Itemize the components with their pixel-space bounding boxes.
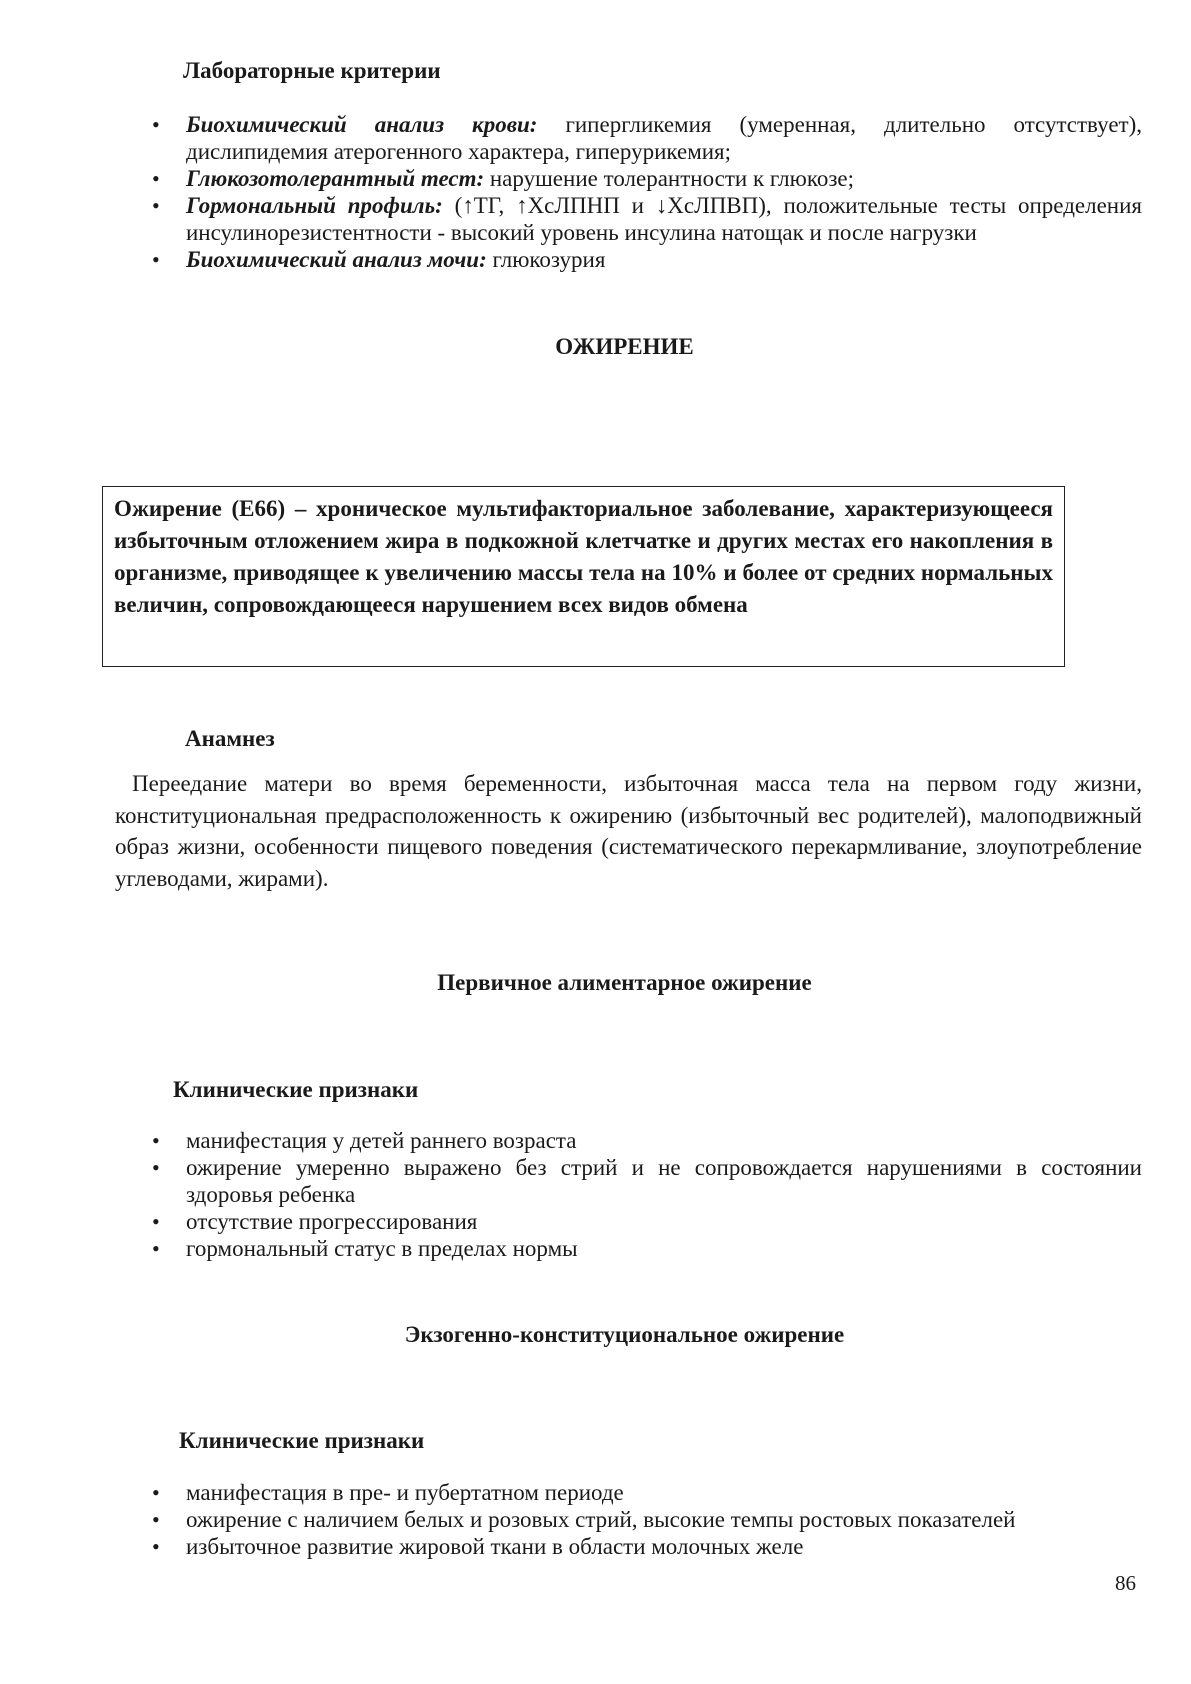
primary-signs-heading: Клинические признаки: [173, 1077, 419, 1102]
list-item: • отсутствие прогрессирования: [152, 1208, 1142, 1235]
lab-criteria-list: [152, 111, 1142, 273]
exogenous-signs-heading: Клинические признаки: [179, 1428, 425, 1453]
list-item: • манифестация в пре- и пубертатном периоде: [152, 1479, 1142, 1506]
list-item: • Глюкозотолерантный тест: нарушение толерантности к глюкозе;: [152, 165, 1142, 192]
list-item: • ожирение с наличием белых и розовых стрий, высокие темпы ростовых показателей: [152, 1506, 1142, 1533]
page-number: 86: [1115, 1571, 1136, 1595]
primary-signs-list: [152, 1127, 1142, 1262]
list-item: • манифестация у детей раннего возраста: [152, 1127, 1142, 1154]
list-item: • Биохимический анализ мочи: глюкозурия: [152, 246, 1142, 273]
list-item: • ожирение умеренно выражено без стрий и не сопровождается нарушениями в состоянии здоровья ребенка: [152, 1154, 1142, 1208]
exogenous-signs-list: [152, 1479, 1142, 1560]
anamnesis-heading: Анамнез: [185, 726, 275, 751]
section-title: ОЖИРЕНИЕ: [555, 334, 694, 359]
primary-obesity-title: Первичное алиментарное ожирение: [437, 970, 812, 995]
definition-text: Ожирение (Е66) – хроническое мультифакториальное заболевание, характеризующееся избыточным отложением жира в подкожной клетчатке и других местах его накопления в организме, приводящее к увеличению массы тела на 10% и более от средних нормальных величин, сопровождающееся нарушением всех видов обмена: [114, 496, 1053, 617]
list-item: • гормональный статус в пределах нормы: [152, 1235, 1142, 1262]
list-item: • избыточное развитие жировой ткани в области молочных желе: [152, 1533, 1142, 1560]
list-item: • Гормональный профиль: (↑ТГ, ↑ХсЛПНП и ↓ХсЛПВП), положительные тесты определения инсулинорезистентности - высокий уровень инсулина натощак и после нагрузки: [152, 192, 1142, 246]
definition-box: [102, 486, 1065, 667]
lab-criteria-heading: Лабораторные критерии: [183, 58, 441, 83]
anamnesis-paragraph: Переедание матери во время беременности, избыточная масса тела на первом году жизни, конституциональная предрасположенность к ожирению (избыточный вес родителей), малоподвижный образ жизни, особенности пищевого поведения (систематического перекармливание, злоупотребление углеводами, жирами).: [115, 771, 1142, 891]
exogenous-obesity-title: Экзогенно-конституциональное ожирение: [404, 1322, 845, 1347]
list-item: • Биохимический анализ крови: гипергликемия (умеренная, длительно отсутствует), дислипидемия атерогенного характера, гиперурикемия;: [152, 111, 1142, 165]
